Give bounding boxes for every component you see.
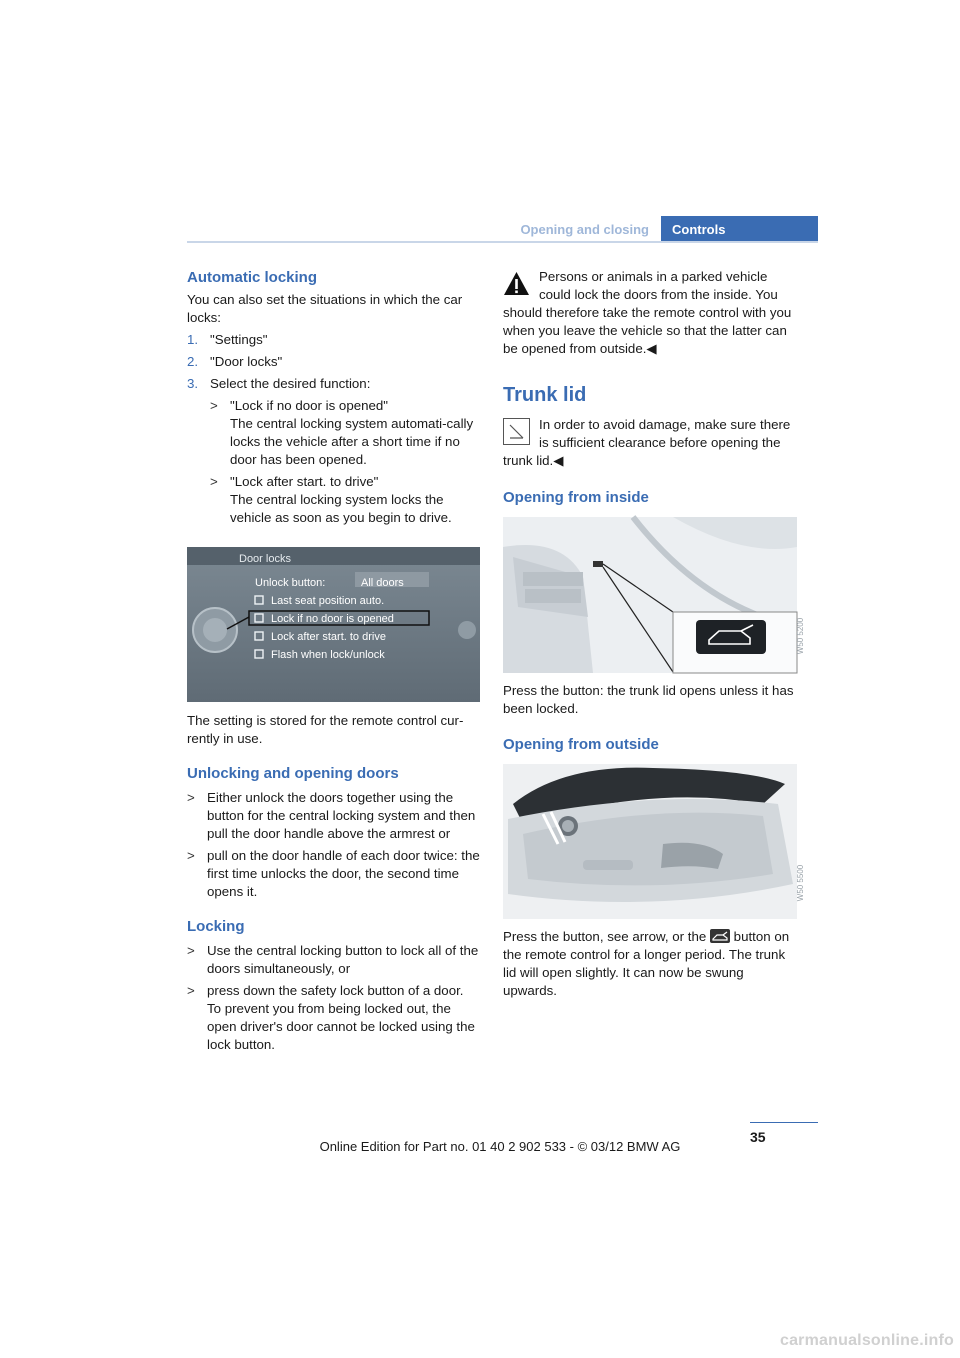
screen-menu-item: Last seat position auto. [271,595,385,607]
trunk-lid-heading: Trunk lid [503,384,587,406]
bullet-item: > pull on the door handle of each door twice: the first time unlocks the door, the second time opens it. [187,848,480,899]
step-item: 2. "Door locks" [187,354,283,369]
bullet-item: > Use the central locking button to lock all of the doors simultaneously, or [187,943,479,976]
screen-menu-item: Flash when lock/unlock [271,649,385,661]
screen-title: Door locks [239,553,291,565]
trunk-button-inside-image [503,517,805,673]
warning-note: Persons or animals in a parked vehicle could lock the doors from the inside. You should therefore take the remote control with you when you leave the vehicle so that the latter can be opened from outside.◀ [503,269,792,356]
end-marker: ◀ [553,453,564,468]
edition-footer: Online Edition for Part no. 01 40 2 902 533 - © 03/12 BMW AG [319,1139,681,1154]
page-number: 35 [750,1129,766,1145]
warning-triangle-icon [503,270,530,297]
opening-outside-heading: Opening from outside [503,736,659,753]
step-item: 1. "Settings" [187,332,268,347]
unlock-button-label: Unlock button: [255,577,326,589]
steps-list [187,331,480,393]
door-locks-screen-image [187,547,480,702]
trunk-outside-image [503,764,805,919]
remote-trunk-icon [710,929,730,943]
caution-corner-icon [503,418,530,445]
locking-heading: Locking [187,918,245,935]
image-code: W50 5500 [795,864,805,902]
unlock-button-value: All doors [361,577,404,589]
stored-setting-text: The setting is stored for the remote control cur-rently in use. [187,713,464,746]
header-section-title: Opening and closing [520,222,649,237]
screen-menu-item: Lock after start. to drive [271,631,386,643]
image-code: W50 5200 [795,617,805,655]
outside-instruction-text: Press the button, see arrow, or the button on the remote control for a longer period. The trunk lid will open slightly. It can now be swung upwards. [503,929,790,998]
caution-note: In order to avoid damage, make sure there is sufficient clearance before opening the trunk lid.◀ [503,417,791,468]
automatic-locking-heading: Automatic locking [187,269,318,286]
unlocking-heading: Unlocking and opening doors [187,765,399,782]
option-item: > "Lock if no door is opened" The central locking system automati-cally locks the vehicle after a short time if no door has been opened. [210,398,474,467]
option-item: > "Lock after start. to drive" The central locking system locks the vehicle as soon as you begin to drive. [210,474,452,525]
inside-instruction-text: Press the button: the trunk lid opens unless it has been locked. [503,683,794,716]
step-item: 3. Select the desired function: [187,376,371,391]
header-chapter-tab: Controls [661,216,818,243]
right-column [503,264,805,1000]
header-rule [187,241,818,243]
watermark: carmanualsonline.info [779,1332,954,1349]
screen-menu-item: Lock if no door is opened [271,613,394,625]
end-marker: ◀ [646,341,657,356]
page-number-rule [750,1122,818,1123]
bullet-item: > press down the safety lock button of a door. To prevent you from being locked out, the open driver's door cannot be locked using the lock button. [187,983,475,1052]
bullet-item: > Either unlock the doors together using the button for the central locking system and then pull the door handle above the armrest or [187,790,476,841]
opening-inside-heading: Opening from inside [503,489,649,506]
automatic-locking-intro: You can also set the situations in which the car locks: [187,292,463,325]
left-column [187,264,480,1054]
